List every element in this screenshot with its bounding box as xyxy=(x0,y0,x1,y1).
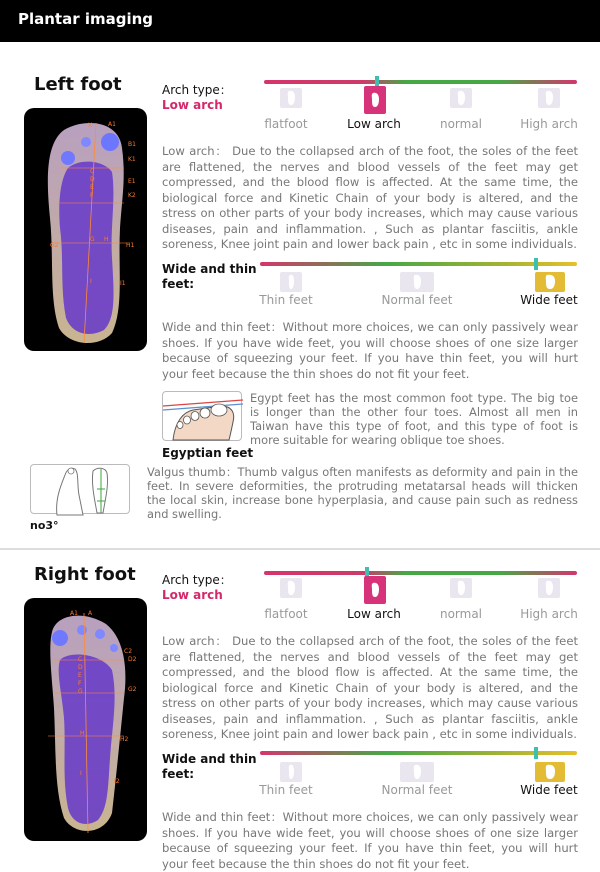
scan-label: B1 xyxy=(128,141,136,148)
scan-label: H xyxy=(104,236,109,243)
scan-label: E1 xyxy=(128,178,136,185)
left-arch-description: Low arch： Due to the collapsed arch of the foot, the soles of the feet are flattened, the nerves and blood vessels of the feet may get compressed, and the blood flow is affected. At the same time, the biological force and Kinetic Chain of your body is altered, and the stress on other parts of your body increases, which may cause various diseases, pain and inflammation. , Such as plantar fasciitis, ankle soreness, Knee joint pain and lower back pain , etc in some individuals. xyxy=(162,144,578,251)
normal-arch-icon xyxy=(450,88,472,108)
right-foot-title: Right foot xyxy=(34,564,136,585)
option-high-arch: High arch xyxy=(520,607,578,621)
scan-label: H1 xyxy=(126,242,135,249)
option-normal-feet: Normal feet xyxy=(381,293,453,307)
option-normal: normal xyxy=(439,117,483,131)
flatfoot-icon xyxy=(280,578,302,598)
normal-feet-icon xyxy=(400,762,434,782)
right-width-bar xyxy=(260,751,577,755)
section-divider xyxy=(0,548,600,550)
valgus-angle: no3° xyxy=(30,519,59,532)
low-arch-icon xyxy=(364,86,386,114)
scan-label: A xyxy=(88,610,93,617)
scan-label: I1 xyxy=(120,280,126,287)
right-arch-bar xyxy=(264,571,577,575)
right-width-description: Wide and thin feet：Without more choices, we can only passively wear shoes. If you have wide feet, you will choose shoes of one size larger because of squeezing your feet. If you have thin feet, you will hurt your feet because the thin shoes do not fit your feet. xyxy=(162,810,578,871)
header-bar xyxy=(0,0,600,42)
option-high-arch: High arch xyxy=(520,117,578,131)
scan-label: F xyxy=(78,680,82,687)
option-wide-feet: Wide feet xyxy=(520,783,578,797)
toe-type-label: Egyptian feet xyxy=(162,446,254,460)
option-wide-feet: Wide feet xyxy=(520,293,578,307)
option-thin-feet: Thin feet xyxy=(259,783,313,797)
left-foot-scan xyxy=(24,108,147,351)
option-low-arch: Low arch xyxy=(347,607,401,621)
page-title: Plantar imaging xyxy=(18,10,154,28)
option-thin-feet: Thin feet xyxy=(259,293,313,307)
egyptian-feet-illustration xyxy=(162,391,242,441)
right-arch-value: Low arch xyxy=(162,588,223,602)
thin-feet-icon xyxy=(280,762,302,782)
high-arch-icon xyxy=(538,88,560,108)
right-foot-scan xyxy=(24,598,147,841)
right-width-label: Wide and thin feet: xyxy=(162,752,257,781)
right-arch-label xyxy=(162,573,262,603)
scan-label: E xyxy=(90,184,94,191)
scan-label: H2 xyxy=(120,736,129,743)
normal-feet-icon xyxy=(400,272,434,292)
valgus-description: Valgus thumb：Thumb valgus often manifests as deformity and pain in the feet. In severe deformities, the protruding metatarsal heads will thicken the local skin, increase bone hyperplasia, and cause pain such as redness and swelling. xyxy=(147,465,578,521)
high-arch-icon xyxy=(538,578,560,598)
left-width-bar xyxy=(260,262,577,266)
arch-type-text: Arch type： xyxy=(162,83,232,97)
scan-label: I xyxy=(80,770,82,777)
scan-label: C xyxy=(90,168,95,175)
scan-label: D2 xyxy=(128,656,137,663)
option-flatfoot: flatfoot xyxy=(264,607,308,621)
scan-label: K2 xyxy=(128,192,136,199)
scan-label: I xyxy=(90,278,92,285)
left-arch-bar xyxy=(264,80,577,84)
scan-label: A1 xyxy=(108,121,116,128)
wide-feet-icon xyxy=(535,272,565,292)
right-arch-description: Low arch： Due to the collapsed arch of the foot, the soles of the feet are flattened, the nerves and blood vessels of the feet may get compressed, and the blood flow is affected. At the same time, the biological force and Kinetic Chain of your body is altered, and the stress on other parts of your body increases, which may cause various diseases, pain and inflammation. , Such as plantar fasciitis, ankle soreness, Knee joint pain and lower back pain , etc in some individuals. xyxy=(162,634,578,741)
low-arch-icon xyxy=(364,576,386,604)
normal-arch-icon xyxy=(450,578,472,598)
flatfoot-icon xyxy=(280,88,302,108)
scan-label: H xyxy=(80,730,85,737)
scan-label: D xyxy=(78,664,83,671)
thin-feet-icon xyxy=(280,272,302,292)
scan-label: G2 xyxy=(128,686,137,693)
scan-label: G xyxy=(90,236,95,243)
scan-label: K1 xyxy=(128,156,136,163)
right-width-marker xyxy=(534,747,538,759)
scan-label: E xyxy=(78,672,82,679)
left-width-label: Wide and thin feet: xyxy=(162,262,257,291)
scan-label: C xyxy=(78,656,83,663)
scan-label: F xyxy=(90,192,94,199)
toe-type-description: Egypt feet has the most common foot type. The big toe is longer than the other four toes. Almost all men in Taiwan have this type of foot, and this type of foot is more suitable for wearing oblique toe shoes. xyxy=(250,391,578,447)
option-flatfoot: flatfoot xyxy=(264,117,308,131)
scan-label: X xyxy=(88,122,93,129)
left-foot-title: Left foot xyxy=(34,74,122,95)
scan-label: G xyxy=(78,688,83,695)
left-width-description: Wide and thin feet：Without more choices, we can only passively wear shoes. If you have wide feet, you will choose shoes of one size larger because of squeezing your feet. If you have thin feet, you will hurt your feet because the thin shoes do not fit your feet. xyxy=(162,320,578,381)
wide-feet-icon xyxy=(535,762,565,782)
scan-label: A1 xyxy=(70,610,78,617)
valgus-illustration xyxy=(30,464,130,514)
option-normal-feet: Normal feet xyxy=(381,783,453,797)
option-low-arch: Low arch xyxy=(347,117,401,131)
scan-label: D xyxy=(90,176,95,183)
option-normal: normal xyxy=(439,607,483,621)
scan-label: C2 xyxy=(124,648,133,655)
scan-label: I2 xyxy=(114,778,120,785)
left-arch-value: Low arch xyxy=(162,98,223,112)
left-arch-label xyxy=(162,83,262,113)
scan-label: G2 xyxy=(50,242,59,249)
left-width-marker xyxy=(534,258,538,270)
arch-type-text: Arch type： xyxy=(162,573,232,587)
